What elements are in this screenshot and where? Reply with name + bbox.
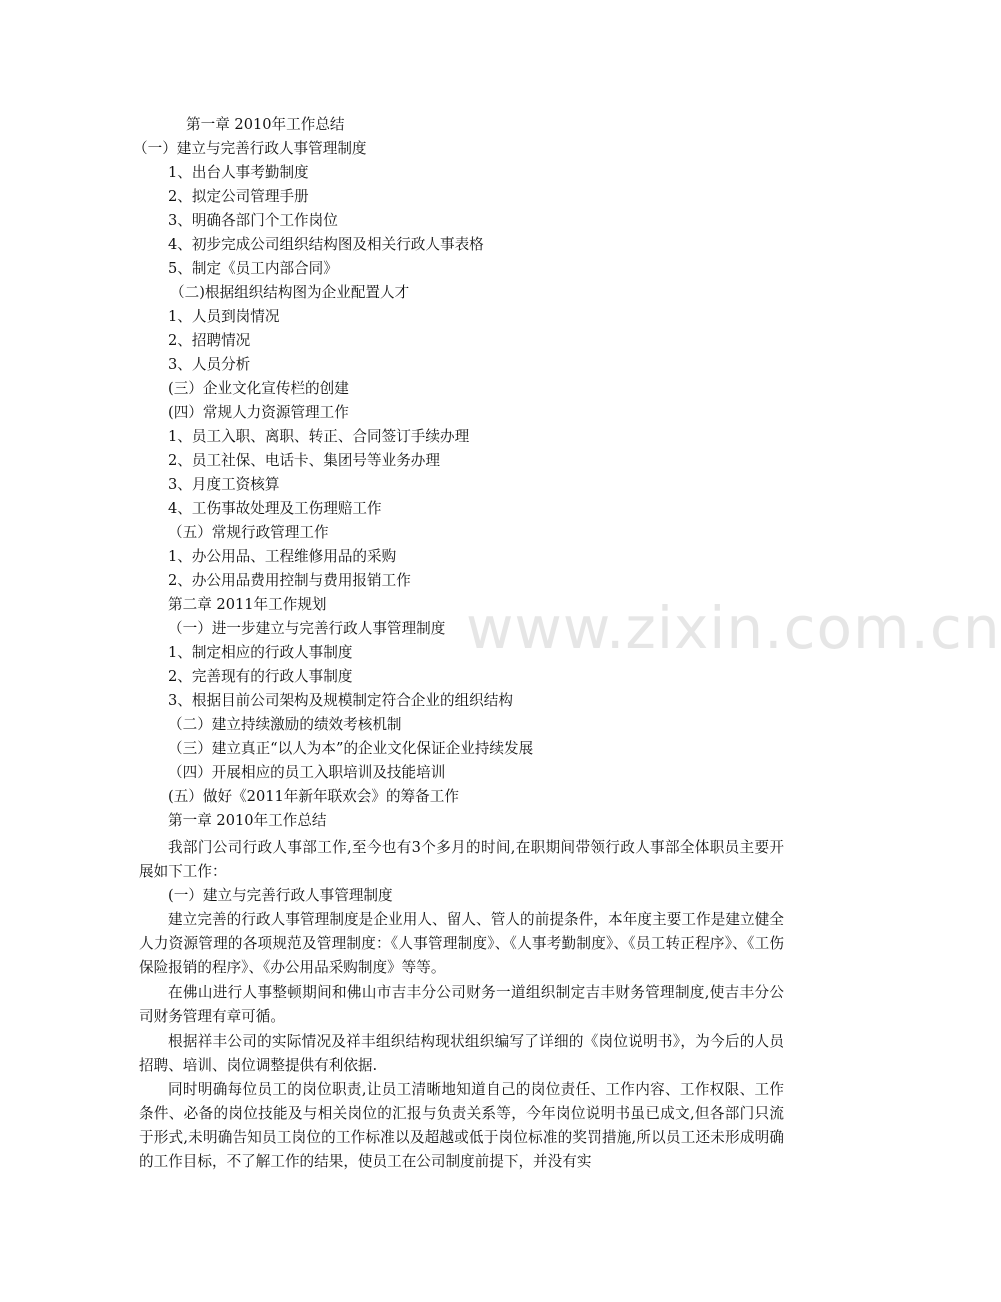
list-item: 4、工伤事故处理及工伤理赔工作 [168, 500, 382, 517]
body-paragraph: 同时明确每位员工的岗位职责,让员工清晰地知道自己的岗位责任、工作内容、工作权限、工作条件、必备的岗位技能及与相关岗位的汇报与负责关系等，今年岗位说明书虽已成文,但各部门只流于形式,未明确告知员工岗位的工作标准以及超越或低于岗位标准的奖罚措施,所以员工还未形成明确的工作目标，不了解工作的结果，使员工在公司制度前提下，并没有实 [139, 1081, 784, 1170]
section-heading: （二)根据组织结构图为企业配置人才 [170, 284, 410, 301]
section-heading: （一）建立与完善行政人事管理制度 [133, 140, 367, 157]
chapter-title-2: 第二章 2011年工作规划 [168, 596, 327, 613]
list-item: 2、完善现有的行政人事制度 [168, 668, 353, 685]
section-heading: （二）建立持续激励的绩效考核机制 [168, 716, 402, 733]
body-paragraph: 我部门公司行政人事部工作,至今也有3个多月的时间,在职期间带领行政人事部全体职员主要开展如下工作： [139, 839, 784, 880]
body-heading: (一）建立与完善行政人事管理制度 [168, 887, 393, 904]
list-item: 1、出台人事考勤制度 [168, 164, 309, 181]
list-item: 4、初步完成公司组织结构图及相关行政人事表格 [168, 236, 484, 253]
body-paragraph: 建立完善的行政人事管理制度是企业用人、留人、管人的前提条件，本年度主要工作是建立健全人力资源管理的各项规范及管理制度：《人事管理制度》、《人事考勤制度》、《员工转正程序》、《工伤保险报销的程序》、《办公用品采购制度》等等。 [139, 911, 784, 976]
list-item: 2、招聘情况 [168, 332, 251, 349]
list-item: 3、月度工资核算 [168, 476, 280, 493]
list-item: 1、办公用品、工程维修用品的采购 [168, 548, 397, 565]
section-heading: (三）企业文化宣传栏的创建 [168, 380, 349, 397]
chapter-title-1: 第一章 2010年工作总结 [186, 116, 345, 133]
section-heading: （三）建立真正“以人为本”的企业文化保证企业持续发展 [168, 740, 534, 757]
list-item: 1、员工入职、离职、转正、合同签订手续办理 [168, 428, 470, 445]
section-heading: (五）做好《2011年新年联欢会》的筹备工作 [168, 788, 459, 805]
list-item: 1、人员到岗情况 [168, 308, 280, 325]
body-paragraph: 根据祥丰公司的实际情况及祥丰组织结构现状组织编写了详细的《岗位说明书》，为今后的人员招聘、培训、岗位调整提供有利依据. [139, 1033, 784, 1074]
section-heading: （四）开展相应的员工入职培训及技能培训 [168, 764, 446, 781]
list-item: 3、根据目前公司架构及规模制定符合企业的组织结构 [168, 692, 513, 709]
section-heading: （五）常规行政管理工作 [168, 524, 329, 541]
list-item: 1、制定相应的行政人事制度 [168, 644, 353, 661]
list-item: 2、办公用品费用控制与费用报销工作 [168, 572, 411, 589]
list-item: 5、制定《员工内部合同》 [168, 260, 338, 277]
list-item: 2、员工社保、电话卡、集团号等业务办理 [168, 452, 440, 469]
list-item: 3、明确各部门个工作岗位 [168, 212, 338, 229]
section-heading: (四）常规人力资源管理工作 [168, 404, 349, 421]
list-item: 3、人员分析 [168, 356, 251, 373]
list-item: 2、拟定公司管理手册 [168, 188, 309, 205]
section-heading: （一）进一步建立与完善行政人事管理制度 [168, 620, 446, 637]
chapter-title-3: 第一章 2010年工作总结 [168, 812, 327, 829]
body-paragraph: 在佛山进行人事整顿期间和佛山市吉丰分公司财务一道组织制定吉丰财务管理制度,使吉丰分公司财务管理有章可循。 [139, 984, 784, 1025]
watermark: www.zixin.com.cn [466, 594, 1001, 662]
